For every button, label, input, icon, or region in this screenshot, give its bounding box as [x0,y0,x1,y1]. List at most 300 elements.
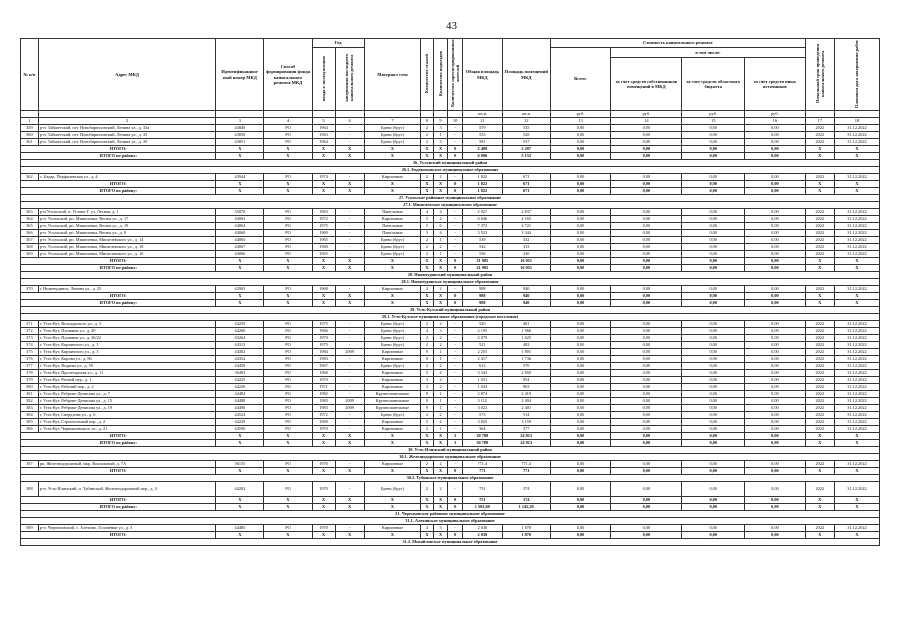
table-cell: 579 [462,125,502,132]
table-cell: 2022 [805,174,834,181]
table-cell: 3 [433,125,448,132]
table-cell: 2 [421,321,434,328]
section-title: 26. Тулунский муниципальный район [21,160,880,167]
table-cell: - [335,244,364,251]
table-cell: 31.12.2022 [834,377,879,384]
table-cell: - [335,230,364,237]
total-label: ИТОГО: [21,258,216,265]
table-cell: 1965 [312,237,335,244]
total-cell: X [805,440,834,447]
table-row [21,391,880,398]
table-cell: 44065 [216,237,264,244]
total-cell: X [433,300,448,307]
table-cell: 2022 [805,370,834,377]
table-cell: 44352 [216,356,264,363]
total-cell: X [421,265,434,272]
total-cell: X [421,153,434,160]
col-floors-header: Количество этажей [421,39,434,111]
total-cell: 0,00 [611,440,682,447]
table-cell: 0,00 [550,482,611,497]
table-cell: 6 [433,223,448,230]
table-row [21,335,880,342]
table-cell: - [335,412,364,419]
table-cell: 362 [21,174,39,181]
table-cell: 1975 [312,342,335,349]
table-cell: 0,00 [611,356,682,363]
table-cell: 3 825 [462,419,502,426]
total-cell: X [433,181,448,188]
total-cell: X [335,181,364,188]
total-cell: X [312,504,335,511]
table-cell: - [335,482,364,497]
total-cell: 0,00 [611,153,682,160]
total-cell: 0,00 [611,468,682,475]
total-cell: 1 145,20 [502,504,550,511]
total-cell: X [834,433,879,440]
total-cell: X [834,532,879,539]
table-cell: - [335,286,364,293]
total-cell: X [433,188,448,195]
total-cell: 6 996 [462,153,502,160]
table-cell: 1968 [312,419,335,426]
table-cell: 2022 [805,342,834,349]
table-row [21,342,880,349]
table-cell: 0,00 [611,461,682,468]
table-cell: Кирпичные [364,461,420,468]
table-row [21,461,880,468]
total-cell: 0,00 [550,497,611,504]
table-cell: 0,00 [682,321,745,328]
table-cell: 0,00 [745,139,806,146]
total-label: ИТОГО: [21,293,216,300]
col-year-header: Год [312,39,364,48]
table-cell: 3 [421,384,434,391]
table-cell: - [335,174,364,181]
table-cell: 0,00 [682,370,745,377]
table-row [21,398,880,405]
total-cell: X [335,153,364,160]
table-cell: 0,00 [745,398,806,405]
table-cell: - [335,132,364,139]
table-cell: 2 [421,237,434,244]
total-cell: 0,00 [550,146,611,153]
table-cell: 44459 [216,363,264,370]
table-cell: 1 822 [462,174,502,181]
table-cell: 1970 [312,525,335,532]
table-cell: 2 874 [462,391,502,398]
table-cell: 2 [433,342,448,349]
total-cell: 0,00 [611,146,682,153]
table-cell: 1975 [312,223,335,230]
table-cell: 0,00 [611,237,682,244]
total-cell: X [264,468,312,475]
table-cell: 3 112 [462,398,502,405]
table-cell: 3 344 [502,230,550,237]
table-cell: 2022 [805,377,834,384]
table-body [21,125,880,546]
table-cell: 0,00 [682,405,745,412]
table-cell: 44260 [216,328,264,335]
total-cell: X [834,188,879,195]
table-cell: 2 195 [462,328,502,335]
table-cell: 0,00 [682,384,745,391]
table-cell: 0,00 [550,363,611,370]
table-row [21,132,880,139]
total-cell: X [264,258,312,265]
table-cell: 44060 [216,230,264,237]
table-cell: 44202 [216,482,264,497]
table-cell: - [335,251,364,258]
table-cell: - [335,216,364,223]
total-cell: 2 030 [462,532,502,539]
table-row [21,223,880,230]
table-cell: 0,00 [611,482,682,497]
table-cell: 0,00 [550,356,611,363]
table-cell: 388 [21,482,39,497]
column-number: 16 [745,118,806,125]
total-cell: X [421,300,434,307]
table-cell: 373 [21,335,39,342]
table-cell: 381 [21,391,39,398]
table-cell: 44313 [216,342,264,349]
table-cell: 31.12.2022 [834,384,879,391]
table-cell: 1968 [312,286,335,293]
table-cell: 2022 [805,398,834,405]
table-cell: 55878 [216,209,264,216]
table-cell: 31.12.2022 [834,328,879,335]
table-cell: 2009 [335,405,364,412]
table-cell: 31.12.2022 [834,321,879,328]
table-cell: 1 [433,349,448,356]
total-cell: X [805,181,834,188]
section-title: 27.1. Мишелевское муниципальное образование [21,202,880,209]
address-cell: г. Усть-Кут, Пушкина ул., д. 20 [38,328,216,335]
table-cell: 536 [462,251,502,258]
table-cell: 0,00 [611,251,682,258]
table-cell: 0,00 [682,482,745,497]
table-cell: 371 [21,321,39,328]
total-cell: 0,00 [550,532,611,539]
total-cell: X [216,433,264,440]
table-cell: 2 927 [462,209,502,216]
table-cell: 43944 [216,174,264,181]
table-cell: 0,00 [550,132,611,139]
total-cell: 0,00 [611,265,682,272]
table-cell: 377 [502,426,550,433]
total-cell: X [805,497,834,504]
total-row [21,468,880,475]
total-row [21,497,880,504]
section-header-row [21,454,880,461]
table-cell: 7 372 [462,223,502,230]
table-cell: 0,00 [611,328,682,335]
table-cell: - [448,209,463,216]
total-cell: 988 [462,300,502,307]
table-cell: 3 523 [462,230,502,237]
table-cell: Брево (брус) [364,335,420,342]
table-row [21,244,880,251]
total-cell: 0,00 [682,181,745,188]
table-cell: 369 [21,251,39,258]
table-cell: 2 [433,412,448,419]
total-cell: X [433,146,448,153]
table-cell: 1 625 [502,335,550,342]
table-cell: 2 [421,426,434,433]
table-cell: 0,00 [745,251,806,258]
total-cell: 988 [462,293,502,300]
total-cell: 0,00 [745,146,806,153]
table-cell: 1967 [312,363,335,370]
address-cell: р-н. Черемховский, с. Алехино, Головёнки ул., д. 3 [38,525,216,532]
table-cell: - [448,139,463,146]
total-cell: 0,00 [745,293,806,300]
table-cell: 0,00 [611,216,682,223]
total-cell: 0,00 [550,181,611,188]
table-cell: 333 [502,244,550,251]
table-cell: 0,00 [745,174,806,181]
total-cell: X [312,188,335,195]
table-cell: 2 419 [502,391,550,398]
table-cell: - [335,377,364,384]
table-cell: РО [264,335,312,342]
table-cell: - [448,349,463,356]
table-cell: 2022 [805,125,834,132]
table-cell: Кирпичные [364,286,420,293]
address-cell: г. Усть-Кут, Строительный пер., д. 2 [38,419,216,426]
total-cell: X [805,433,834,440]
table-cell: 44259 [216,321,264,328]
table-cell: 31.12.2022 [834,335,879,342]
total-cell: X [335,293,364,300]
total-row [21,293,880,300]
table-cell: 5 [421,230,434,237]
table-cell: 1976 [312,461,335,468]
table-cell: 0,00 [745,363,806,370]
table-cell: 31.12.2022 [834,209,879,216]
total-cell: X [216,532,264,539]
total-cell: X [834,497,879,504]
table-cell: 1972 [312,412,335,419]
table-cell: 1982 [312,391,335,398]
total-cell: X [421,188,434,195]
table-cell: Панельные [364,223,420,230]
table-cell: 0,00 [682,139,745,146]
total-cell: X [421,146,434,153]
table-cell: - [335,342,364,349]
table-cell: 520 [462,321,502,328]
total-cell: X [364,265,420,272]
table-cell: 0,00 [550,286,611,293]
table-cell: Брево (брус) [364,363,420,370]
section-header-row [21,195,880,202]
total-cell: X [312,258,335,265]
total-cell: X [834,265,879,272]
table-cell: 332 [502,237,550,244]
total-cell: X [312,532,335,539]
total-cell: 0,00 [550,265,611,272]
table-cell: 0,00 [611,335,682,342]
table-cell: 0,00 [611,384,682,391]
table-cell: 0,00 [745,132,806,139]
table-cell: 375 [21,349,39,356]
total-cell: X [421,258,434,265]
table-cell: 0,00 [611,370,682,377]
table-row [21,363,880,370]
table-cell: 364 [21,216,39,223]
total-cell: X [264,181,312,188]
table-cell: - [448,384,463,391]
total-cell: X [834,504,879,511]
table-cell: Кирпичные [364,216,420,223]
total-cell: 0,00 [682,504,745,511]
table-cell: 2022 [805,335,834,342]
table-cell: 0,00 [745,370,806,377]
table-cell: 771,4 [502,461,550,468]
total-cell: X [421,181,434,188]
table-cell: 1963 [312,132,335,139]
total-cell: 940 [502,293,550,300]
total-cell: X [805,153,834,160]
table-cell: 2022 [805,461,834,468]
total-cell: X [335,300,364,307]
table-cell: РО [264,356,312,363]
table-cell: 384 [21,412,39,419]
total-cell: 0,00 [611,293,682,300]
table-cell: - [448,286,463,293]
section-title: 31. Черемховское районное муниципальное образование [21,511,880,518]
unit-own: руб. [611,111,682,118]
table-cell: 2022 [805,230,834,237]
table-cell: 988 [462,286,502,293]
table-cell: 0,00 [611,244,682,251]
total-cell: X [216,468,264,475]
total-cell: 0,00 [682,153,745,160]
table-cell: 0,00 [550,419,611,426]
total-cell: 0,00 [682,258,745,265]
table-cell: РО [264,398,312,405]
table-cell: РО [264,132,312,139]
total-cell: 2 409 [462,146,502,153]
col-method-header: Способ формирования фонда капитального ремонта МКД [264,39,312,111]
table-cell: Брево (брус) [364,482,420,497]
table-cell: 31.12.2022 [834,223,879,230]
table-cell: 3 343 [462,370,502,377]
total-cell: 0,00 [550,300,611,307]
table-cell: 44226 [216,384,264,391]
unit-total: руб. [550,111,611,118]
total-cell: X [433,440,448,447]
address-cell: р-н. Усольский, рп. Мишелевка, Весны ул., д. 17 [38,216,216,223]
table-cell: - [448,412,463,419]
table-cell: 0,00 [682,335,745,342]
table-cell: 0,00 [611,412,682,419]
table-cell: Брево (брус) [364,244,420,251]
table-cell: 1 [433,405,448,412]
total-cell: 0,00 [611,532,682,539]
total-cell: X [834,293,879,300]
address-cell: р-н. Усольский, рп. Мишелевка, Мишелевского ул., д. 14 [38,237,216,244]
total-cell: X [364,440,420,447]
table-cell: 570 [502,363,550,370]
total-cell: 0,00 [550,153,611,160]
total-cell: 24 813 [502,433,550,440]
total-cell: X [264,497,312,504]
table-cell: 954 [502,377,550,384]
total-cell: 0 [448,300,463,307]
total-cell: 0 [448,188,463,195]
table-cell: 44302 [216,349,264,356]
total-cell: 0,00 [550,258,611,265]
total-cell: X [805,146,834,153]
col-premises-header: Площадь помещений МКД [502,39,550,111]
total-cell: X [421,293,434,300]
table-cell: - [448,391,463,398]
table-cell: 963 [502,384,550,391]
table-cell: 1 966 [502,328,550,335]
table-row [21,321,880,328]
table-cell: 0,00 [550,405,611,412]
table-row [21,328,880,335]
column-number: 15 [682,118,745,125]
address-cell: г. Усть-Кут, Кирпичного ул., д. 3 [38,349,216,356]
table-cell: - [448,244,463,251]
table-cell: 0,00 [611,223,682,230]
table-cell: 482 [502,342,550,349]
table-cell: 9 [421,398,434,405]
table-cell: - [448,356,463,363]
table-cell: 1970 [312,426,335,433]
table-cell: 1 736 [502,356,550,363]
table-cell: 43849 [216,125,264,132]
table-cell: 0,00 [682,209,745,216]
total-cell: X [364,433,420,440]
total-cell: X [264,440,312,447]
table-cell: Крупнопанельные [364,398,420,405]
table-cell: - [335,363,364,370]
total-cell: 30 788 [462,433,502,440]
table-cell: 1971 [312,384,335,391]
col-other-header: за счет средств иных источников [745,58,806,111]
table-cell: 330 [502,251,550,258]
table-cell: 31.12.2022 [834,244,879,251]
table-cell: 31.12.2022 [834,125,879,132]
table-cell: - [335,419,364,426]
total-label: ИТОГО по району: [21,440,216,447]
unit-premises: кв.м [502,111,550,118]
total-cell: 0,00 [745,300,806,307]
table-cell: 0,00 [550,377,611,384]
table-cell: РО [264,237,312,244]
table-cell: РО [264,377,312,384]
table-cell: 0,00 [682,230,745,237]
total-cell: 0,00 [611,258,682,265]
col-residents-header: Количество зарегистрированных жителей [448,39,463,111]
col-address-header: Адрес МКД [38,39,216,111]
table-row [21,139,880,146]
address-cell: г. Усть-Кут, Речной пер., д. 1 [38,377,216,384]
total-cell: X [433,497,448,504]
table-cell: 0,00 [745,328,806,335]
total-row [21,300,880,307]
table-cell: 0,00 [550,342,611,349]
table-cell: Крупнопанельные [364,405,420,412]
total-cell: X [216,504,264,511]
table-cell: 0,00 [682,286,745,293]
column-number: 3 [216,118,264,125]
total-cell: 0,00 [682,300,745,307]
table-cell: 581 [462,139,502,146]
table-cell: 2 [433,377,448,384]
